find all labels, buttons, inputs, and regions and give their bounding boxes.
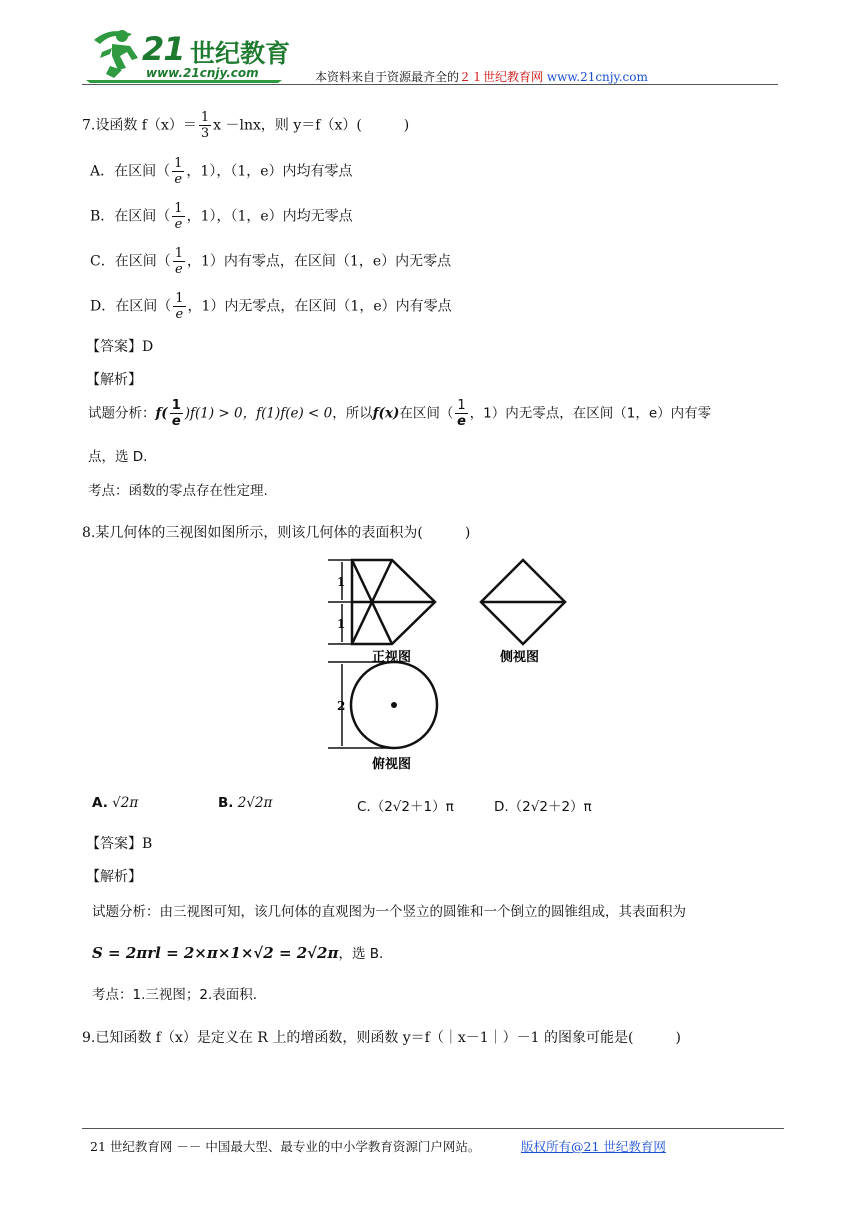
q7-option-a [90, 156, 353, 187]
dim-label-1a: 1 [337, 575, 346, 589]
header-brand: ２１世纪教育网 [459, 70, 544, 84]
front-view-label: 正视图 [372, 650, 412, 665]
formula-part: f( [155, 405, 168, 422]
three-view-figure [320, 552, 580, 774]
q8-option-b [218, 795, 272, 811]
analysis-frac [170, 398, 183, 429]
q8-opt-b-label: B. [218, 795, 234, 811]
footer-rule [82, 1128, 784, 1129]
frac-numerator: 1 [174, 156, 183, 171]
header-url-link[interactable]: www.21cnjy.com [546, 70, 648, 84]
header-source-text [315, 68, 648, 85]
frac-numerator: 1 [171, 398, 181, 413]
q8-analysis-label: 【解析】 [86, 869, 142, 885]
front-view [328, 560, 435, 644]
surface-area-formula: S = 2πrl = 2×π×1×√2 = 2√2π [92, 944, 339, 962]
answer-value: D [142, 339, 154, 355]
analysis-prefix: 试题分析： [88, 405, 156, 422]
q8-opt-a-label: A. [92, 795, 108, 811]
header-source-prefix: 本资料来自于资源最齐全的 [315, 70, 460, 84]
side-view [481, 560, 565, 644]
header-rule [82, 84, 778, 85]
q8-options-row [92, 795, 138, 811]
footer-copyright-link[interactable]: 版权所有@21 世纪教育网 [521, 1139, 666, 1154]
formula-part: f(1)f(e) < 0 [256, 405, 333, 422]
side-view-label: 侧视图 [500, 650, 540, 665]
frac-denominator: e [174, 172, 183, 187]
frac-numerator: 1 [175, 291, 184, 306]
frac-denominator: e [171, 414, 181, 429]
q8-option-c: C.（2√2＋1）π [357, 799, 454, 815]
analysis-text: 在区间（ [399, 405, 454, 422]
top-view-label: 俯视图 [372, 757, 412, 772]
analysis-text: ，所以 [332, 405, 373, 422]
q7-opt-b-pre: B．在区间（ [90, 208, 171, 225]
logo-wordmark: 世纪教育 [190, 39, 291, 68]
q8-analysis-line1: 试题分析：由三视图可知，该几何体的直观图为一个竖立的圆锥和一个倒立的圆锥组成，其表面积为 [92, 904, 686, 920]
q8-opt-a-value: √2π [112, 795, 139, 811]
answer-label: 【答案】 [86, 836, 142, 852]
q8-answer [86, 833, 152, 853]
q8-analysis-formula [92, 942, 383, 962]
answer-label: 【答案】 [86, 339, 142, 355]
frac-numerator: 1 [200, 110, 210, 125]
top-view-center-dot [391, 702, 397, 708]
formula-part: )f(1) > 0， [184, 405, 257, 422]
q7-stem-fraction [199, 110, 211, 141]
analysis-tail: ，选 B. [338, 946, 384, 962]
frac-numerator: 1 [174, 201, 183, 216]
q7-opt-c-post: ，1）内有零点，在区间（1，e）内无零点 [187, 253, 452, 270]
q7-option-b [90, 201, 353, 232]
frac-denominator: e [457, 414, 466, 429]
q7-opt-d-frac [173, 291, 185, 322]
dim-label-1b: 1 [337, 617, 346, 631]
q7-analysis-line1 [88, 398, 711, 429]
logo-url: www.21cnjy.com [146, 66, 259, 80]
frac-numerator: 1 [457, 398, 466, 413]
q8-option-d: D.（2√2＋2）π [494, 799, 592, 815]
q7-opt-d-post: ，1）内无零点，在区间（1，e）内有零点 [187, 298, 452, 315]
q7-option-c [90, 246, 451, 277]
q7-opt-a-frac [172, 156, 184, 187]
q7-stem-b: x －lnx，则 y＝f（x）( ) [213, 117, 410, 134]
q7-analysis-label: 【解析】 [86, 372, 142, 388]
q7-opt-d-pre: D．在区间（ [90, 298, 172, 315]
q7-analysis-line2: 点，选 D. [88, 449, 148, 465]
q8-stem: 8.某几何体的三视图如图所示，则该几何体的表面积为( ) [82, 525, 471, 541]
q7-opt-b-post: ，1），（1，e）内均无零点 [186, 208, 353, 225]
q7-kaodian: 考点：函数的零点存在性定理. [88, 483, 268, 499]
q8-kaodian: 考点：1.三视图；2.表面积. [92, 987, 258, 1003]
analysis-frac-2 [455, 398, 467, 429]
analysis-text: ，1）内无零点，在区间（1，e）内有零 [469, 405, 712, 422]
q7-stem-a: 7.设函数 f（x）＝ [82, 117, 197, 134]
frac-denominator: e [175, 262, 183, 277]
frac-numerator: 1 [174, 246, 183, 261]
q7-opt-b-frac [172, 201, 184, 232]
footer-text: 21 世纪教育网 －－ 中国最大型、最专业的中小学教育资源门户网站。 [90, 1139, 481, 1154]
logo-21: 21 [142, 30, 185, 68]
q7-stem [82, 110, 409, 141]
q7-option-d [90, 291, 452, 322]
q7-answer [86, 336, 153, 356]
frac-denominator: e [174, 217, 183, 232]
q7-opt-c-frac [173, 246, 185, 277]
q7-opt-a-pre: A．在区间（ [90, 163, 171, 180]
q8-opt-b-value: 2√2π [237, 795, 273, 811]
dim-label-2: 2 [337, 699, 346, 713]
q9-stem: 9.已知函数 f（x）是定义在 R 上的增函数，则函数 y＝f（｜x－1｜）－1 的图象可能是( ) [82, 1030, 681, 1046]
q7-opt-a-post: ，1），（1，e）内均有零点 [186, 163, 353, 180]
q7-opt-c-pre: C．在区间（ [90, 253, 171, 270]
frac-denominator: 3 [200, 126, 210, 141]
frac-denominator: e [175, 307, 184, 322]
formula-fx: f(x) [372, 405, 400, 422]
answer-value: B [142, 836, 153, 852]
